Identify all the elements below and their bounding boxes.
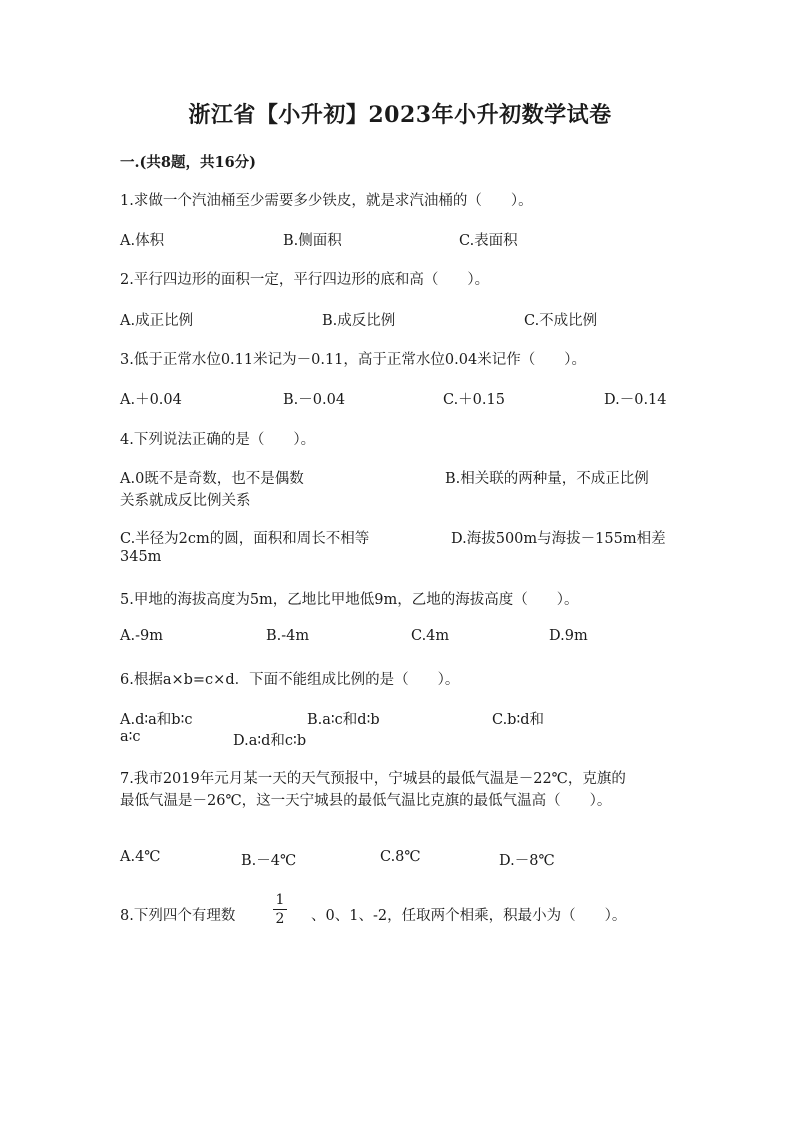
page-title: 浙江省【小升初】2023年小升初数学试卷 xyxy=(188,102,612,128)
q4-option-c: C.半径为2cm的圆，面积和周长不相等 xyxy=(120,531,370,547)
q2-option-b: B.成反比例 xyxy=(322,313,396,329)
q6-option-d: D.a∶d和c∶b xyxy=(233,733,307,749)
question-3-stem: 3.低于正常水位0.11米记为－0.11，高于正常水位0.04米记作（ ）。 xyxy=(120,352,586,368)
q4-option-b: B.相关联的两种量，不成正比例 xyxy=(445,471,649,487)
question-6-stem: 6.根据a×b=c×d．下面不能组成比例的是（ ）。 xyxy=(120,672,460,688)
q1-option-b: B.侧面积 xyxy=(283,233,342,249)
q6-option-a: A.d∶a和b∶c xyxy=(120,712,193,728)
q5-option-d: D.9m xyxy=(549,628,588,644)
q7-option-b: B.－4℃ xyxy=(241,853,297,869)
q4-option-b-continued: 关系就成反比例关系 xyxy=(120,493,251,509)
q2-option-a: A.成正比例 xyxy=(120,313,194,329)
q7-option-a: A.4℃ xyxy=(120,849,161,865)
q1-option-a: A.体积 xyxy=(120,233,165,249)
q3-option-a: A.＋0.04 xyxy=(120,392,182,408)
question-1-stem: 1.求做一个汽油桶至少需要多少铁皮，就是求汽油桶的（ ）。 xyxy=(120,193,533,209)
q5-option-c: C.4m xyxy=(411,628,450,644)
section-heading: 一.(共8题，共16分) xyxy=(120,154,257,171)
q3-option-c: C.＋0.15 xyxy=(443,392,505,408)
question-7-stem-line-2: 最低气温是－26℃，这一天宁城县的最低气温比克旗的最低气温高（ ）。 xyxy=(120,793,612,809)
q6-option-c-continued: a∶c xyxy=(120,729,141,745)
q6-option-b: B.a∶c和d∶b xyxy=(307,712,380,728)
fraction-one-half xyxy=(273,892,287,927)
fraction-bar xyxy=(273,909,287,910)
question-8-stem-suffix: 、0、1、-2，任取两个相乘，积最小为（ ）。 xyxy=(311,908,627,924)
fraction-numerator: 1 xyxy=(275,892,285,908)
q7-option-c: C.8℃ xyxy=(380,849,421,865)
q3-option-d: D.－0.14 xyxy=(604,392,667,408)
question-5-stem: 5.甲地的海拔高度为5m，乙地比甲地低9m，乙地的海拔高度（ ）。 xyxy=(120,592,579,608)
fraction-denominator: 2 xyxy=(275,911,285,927)
q1-option-c: C.表面积 xyxy=(459,233,518,249)
q5-option-b: B.-4m xyxy=(266,628,310,644)
q7-option-d: D.－8℃ xyxy=(499,853,555,869)
q3-option-b: B.－0.04 xyxy=(283,392,346,408)
q4-option-d-continued: 345m xyxy=(120,549,162,565)
q4-option-a: A.0既不是奇数，也不是偶数 xyxy=(120,471,304,487)
question-4-stem: 4.下列说法正确的是（ ）。 xyxy=(120,432,316,448)
question-7-stem-line-1: 7.我市2019年元月某一天的天气预报中，宁城县的最低气温是－22℃，克旗的 xyxy=(120,771,626,787)
q4-option-d: D.海拔500m与海拔－155m相差 xyxy=(451,531,666,547)
q2-option-c: C.不成比例 xyxy=(524,313,598,329)
question-8-stem-prefix: 8.下列四个有理数 xyxy=(120,908,236,924)
q5-option-a: A.-9m xyxy=(120,628,163,644)
q6-option-c: C.b∶d和 xyxy=(492,712,545,728)
question-2-stem: 2.平行四边形的面积一定，平行四边形的底和高（ ）。 xyxy=(120,272,490,288)
